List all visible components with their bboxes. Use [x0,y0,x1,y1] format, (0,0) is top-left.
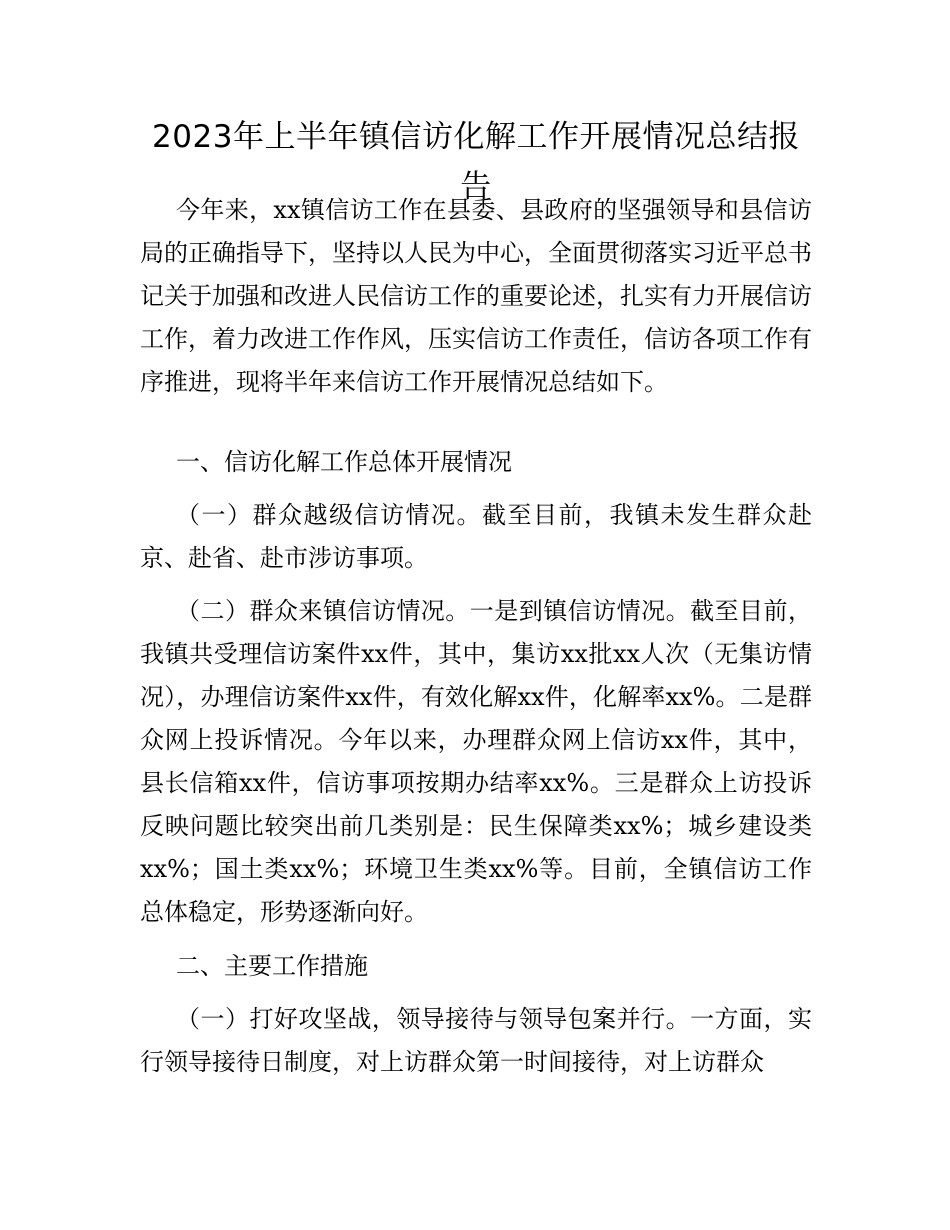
section-heading-1: 一、信访化解工作总体开展情况 [176,448,512,476]
document-title: 2023年上半年镇信访化解工作开展情况总结报告 [152,119,800,205]
subsection-paragraph-2: （二）群众来镇信访情况。一是到镇信访情况。截至目前，我镇共受理信访案件xx件，其中，集访xx批xx人次（无集访情况），办理信访案件xx件，有效化解xx件，化解率xx%。二是群众网上投诉情况。今年以来，办理群众网上信访xx件，其中，县长信箱xx件，信访事项按期办结率xx%。三是群众上访投诉反映问题比较突出前几类别是：民生保障类xx%；城乡建设类xx%；国土类xx%；环境卫生类xx%等。目前，全镇信访工作总体稳定，形势逐渐向好。 [140,597,812,926]
intro-paragraph: 今年来，xx镇信访工作在县委、县政府的坚强领导和县信访局的正确指导下，坚持以人民为中心，全面贯彻落实习近平总书记关于加强和改进人民信访工作的重要论述，扎实有力开展信访工作，着力改进工作作风，压实信访工作责任，信访各项工作有序推进，现将半年来信访工作开展情况总结如下。 [140,196,812,396]
subsection-paragraph-1: （一）群众越级信访情况。截至目前，我镇未发生群众赴京、赴省、赴市涉访事项。 [140,501,812,572]
measure-paragraph-1: （一）打好攻坚战，领导接待与领导包案并行。一方面，实行领导接待日制度，对上访群众第一时间接待，对上访群众 [140,1005,812,1076]
section-heading-2: 二、主要工作措施 [176,952,368,980]
